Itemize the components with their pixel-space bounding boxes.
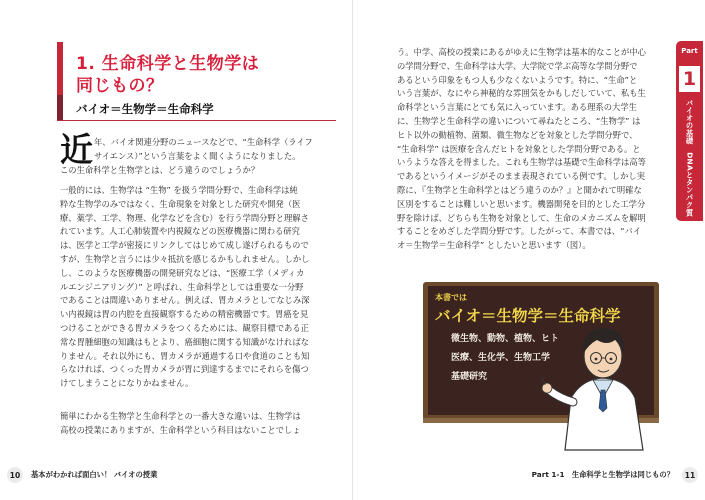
text-line: であることは間違いありません。例えば、胃カメラとしてなじみ深 bbox=[60, 295, 310, 306]
part-label: Part bbox=[681, 47, 698, 55]
text-line: 命科学という言葉にとても気に入っています。ある理系の大学生 bbox=[397, 102, 637, 113]
running-footer-right: Part 1-1 生命科学と生物学は同じもの？ bbox=[531, 470, 674, 479]
paragraph-1-indent bbox=[94, 136, 313, 164]
text-line: 区別をすることは難しいと思います。機器開発を目的とした工学分 bbox=[397, 198, 646, 209]
text-line: オ＝生物学＝生命科学” としたいと思います（図）。 bbox=[397, 240, 591, 251]
text-line: いうような答えを得ました。これも生物学は基礎で生命科学は高等 bbox=[397, 157, 646, 168]
paragraph-2 bbox=[60, 184, 309, 391]
page-spine bbox=[352, 0, 353, 500]
text-line: 一般的には、生物学は “生物” を扱う学問分野で、生命科学は純 bbox=[60, 185, 298, 195]
text-line: この生命科学と生物学とは、どう違うのでしょうか？ bbox=[60, 165, 260, 175]
text-line: いう言葉が、なにやら神秘的な雰囲気をかもしだしていて、私も生 bbox=[397, 88, 646, 99]
footer-left bbox=[7, 467, 157, 483]
text-line: りません。それ以外にも、胃カメラが通過する口や食道のことも知 bbox=[60, 350, 310, 361]
text-line: “生命科学” は医療を含んだヒトを対象とした学問分野である。と bbox=[397, 143, 641, 154]
board-line1: 本書では bbox=[435, 293, 467, 302]
text-line: 際に、『生物学と生命科学とはどう違うのか？』と聞かれて明確な bbox=[397, 184, 642, 195]
text-line: 簡単にわかる生物学と生命科学との一番大きな違いは、生物学は bbox=[60, 411, 301, 421]
page-number-left: 10 bbox=[7, 467, 23, 483]
text-line: れています。人工心肺装置や内視鏡などの医療機器に関わる研究 bbox=[60, 226, 300, 237]
running-footer-left: 基本がわかれば面白い！ バイオの授業 bbox=[31, 470, 158, 479]
text-line: 高校の授業にありますが、生命科学という科目はないことでしょ bbox=[60, 424, 301, 435]
text-line: 粋な生物学のみではなく、生命現象を対象とした研究や開発（医 bbox=[60, 198, 301, 209]
title-accent-bar bbox=[57, 42, 63, 95]
part-tab bbox=[676, 41, 703, 221]
text-line: 療、薬学、工学、物理、化学などを含む）を行う学問分野と理解さ bbox=[60, 212, 309, 223]
board-line4: 医療、生化学、生物工学 bbox=[451, 353, 551, 363]
board-line5: 基礎研究 bbox=[451, 372, 488, 382]
text-line: は、医学と工学が密接にリンクしてはじめて成し遂げられるもので bbox=[60, 240, 309, 251]
text-line: であるというイメージがそのまま表現されている例です。しかし実 bbox=[397, 171, 645, 182]
text-line: う。中学、高校の授業にあるがゆえに生物学は基本的なことが中心 bbox=[397, 47, 646, 57]
subheading-rule bbox=[57, 95, 336, 121]
text-line: 野を除けば、どちらも生物を対象として、生命のメカニズムを解明 bbox=[397, 212, 646, 223]
text-line: の学問分野で、生命科学は大学、大学院で学ぶ高等な学問分野で bbox=[397, 60, 638, 71]
text-line: サイエンス）”という言葉をよく聞くようになりました。 bbox=[94, 150, 301, 161]
section-title-line2: 同じもの？ bbox=[76, 76, 164, 96]
text-line: し、このような医療機器の開発研究などは、“医療工学（メディカ bbox=[60, 267, 305, 278]
text-line: つけることができる胃カメラをつくるためには、観察目標である正 bbox=[60, 322, 309, 333]
drop-cap: 近 bbox=[60, 130, 93, 169]
paragraph-4 bbox=[397, 46, 646, 253]
text-line: に、生物学と生命科学の違いについて尋ねたところ、“生物学” は bbox=[397, 115, 641, 126]
subheading-mark bbox=[57, 95, 63, 120]
page-number-right: 11 bbox=[682, 467, 698, 483]
section-title-line1: 1. 生命科学と生物学は bbox=[76, 54, 260, 74]
chalkboard-illustration bbox=[421, 280, 661, 455]
board-line3: 微生物、動物、植物、ヒト bbox=[451, 334, 560, 344]
subheading: バイオ＝生物学＝生命科学 bbox=[76, 102, 214, 116]
part-number: 1 bbox=[679, 66, 700, 92]
text-line: あるという印象をもつ人も少なくないようです。特に、“生命”と bbox=[397, 74, 638, 85]
text-line: 常な胃腫細胞の知識はもとより、癌細胞に関する知識がなければな bbox=[60, 336, 309, 347]
text-line: い内視鏡は胃の内腔を直接観察するための精密機器です。胃癌を見 bbox=[60, 309, 309, 320]
paragraph-3 bbox=[60, 410, 301, 438]
text-line: けてしまうことになりかねません。 bbox=[60, 378, 194, 389]
text-line: らなければ、つくった胃カメラが胃に到達するまでにそれらを傷つ bbox=[60, 364, 309, 375]
text-line: ルエンジニアリング）” と呼ばれ、生命科学としては重要な一分野 bbox=[60, 281, 304, 292]
section-title-box bbox=[57, 42, 328, 95]
text-line: すが、生物学と言うには少々抵抗を感じるかもしれません。しかし bbox=[60, 253, 310, 264]
text-line: することをめざした学問分野です。したがって、本書では、“バイ bbox=[397, 226, 642, 237]
board-line2: バイオ＝生物学＝生命科学 bbox=[435, 307, 621, 325]
paragraph-1 bbox=[60, 164, 259, 178]
text-line: ヒト以外の動植物、菌類、微生物などを対象とした学問分野で、 bbox=[397, 129, 638, 140]
part-title: バイオの基礎 DNAとタンパク質 bbox=[685, 99, 695, 217]
text-line: 年、バイオ関連分野のニュースなどで、“生命科学（ライフ bbox=[94, 137, 313, 147]
footer-right bbox=[532, 467, 698, 483]
